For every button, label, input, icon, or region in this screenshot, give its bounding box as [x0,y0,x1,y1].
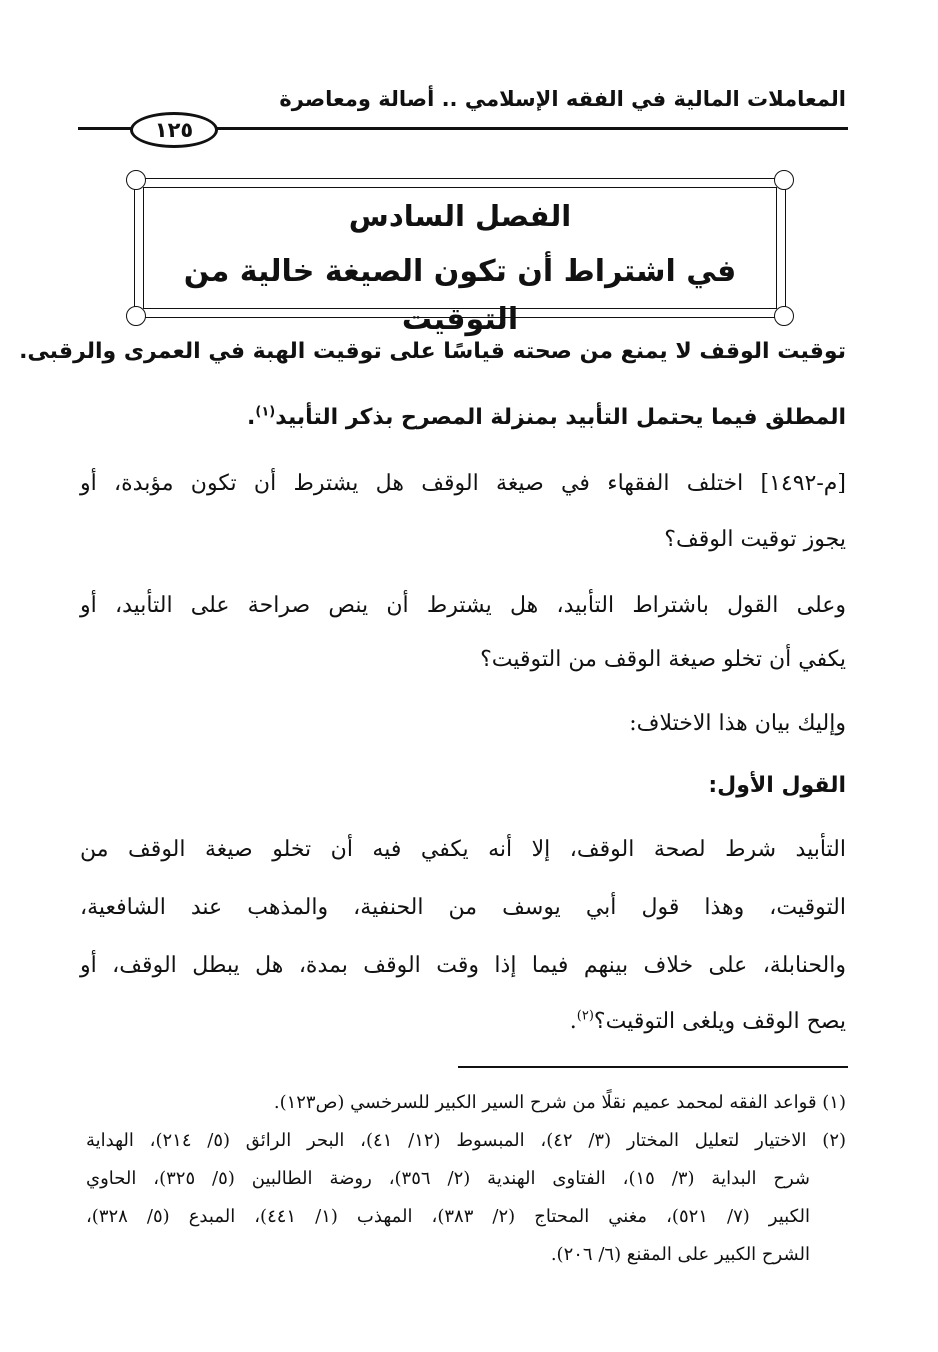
paragraph-line: والحنابلة، على خلاف بينهم فيما إذا وقت الوقف بمدة، هل يبطل الوقف، أو [80,953,846,978]
rule-statement-line-2 [247,398,846,438]
footnote-2-line: الشرح الكبير على المقنع (٦/ ٢٠٦). [550,1244,810,1265]
footnote-2-line: (٢) الاختيار لتعليل المختار (٣/ ٤٢)، المبسوط (١٢/ ٤١)، البحر الرائق (٥/ ٢١٤)، الهداية [86,1130,847,1151]
footnote-1: (١) قواعد الفقه لمحمد عميم نقلًا من شرح السير الكبير للسرخسي (ص١٢٣). [273,1092,846,1113]
sentence-end: . [247,405,256,430]
paragraph-line: التأبيد شرط لصحة الوقف، إلا أنه يكفي فيه أن تخلو صيغة الوقف من [80,837,846,862]
running-header-title: المعاملات المالية في الفقه الإسلامي .. أصالة ومعاصرة [279,87,846,111]
paragraph-line: يكفي أن تخلو صيغة الوقف من التوقيت؟ [480,647,846,672]
section-heading: القول الأول: [708,773,846,798]
paragraph-line: التوقيت، وهذا قول أبي يوسف من الحنفية، والمذهب عند الشافعية، [80,895,846,920]
paragraph-line [570,1002,846,1042]
footnote-2-line: شرح البداية (٣/ ١٥)، الفتاوى الهندية (٢/ ٣٥٦)، روضة الطالبين (٥/ ٣٢٥)، الحاوي [86,1168,811,1189]
frame-corner-ornament [774,170,794,190]
sentence-end: . [569,1009,577,1034]
paragraph-line: [م-١٤٩٢] اختلف الفقهاء في صيغة الوقف هل يشترط أن تكون مؤبدة، أو [80,471,847,496]
footnote-ref-2: (٢) [576,1008,594,1024]
paragraph-line: وعلى القول باشتراط التأبيد، هل يشترط أن ينص صراحة على التأبيد، أو [80,593,846,618]
rule-statement-text: المطلق فيما يحتمل التأبيد بمنزلة المصرح بذكر التأبيد [275,405,846,430]
footnote-ref-1: (١) [255,404,276,420]
chapter-title: الفصل السادس [348,199,572,233]
frame-corner-ornament [126,170,146,190]
footnote-2-line: الكبير (٧/ ٥٢١)، مغني المحتاج (٢/ ٣٨٣)، المهذب (١/ ٤٤١)، المبدع (٥/ ٣٢٨)، [86,1206,811,1227]
footnote-separator [458,1066,848,1068]
paragraph-text: يصح الوقف ويلغى التوقيت؟ [593,1009,846,1034]
paragraph-line: يجوز توقيت الوقف؟ [664,527,846,552]
paragraph-line: وإليك بيان هذا الاختلاف: [629,711,846,736]
rule-statement-line-1: توقيت الوقف لا يمنع من صحته قياسًا على توقيت الهبة في العمرى والرقبى. [19,339,846,364]
chapter-subtitle: في اشتراط أن تكون الصيغة خالية من التوقيت [183,254,737,337]
page-number: ١٢٥ [130,112,218,148]
